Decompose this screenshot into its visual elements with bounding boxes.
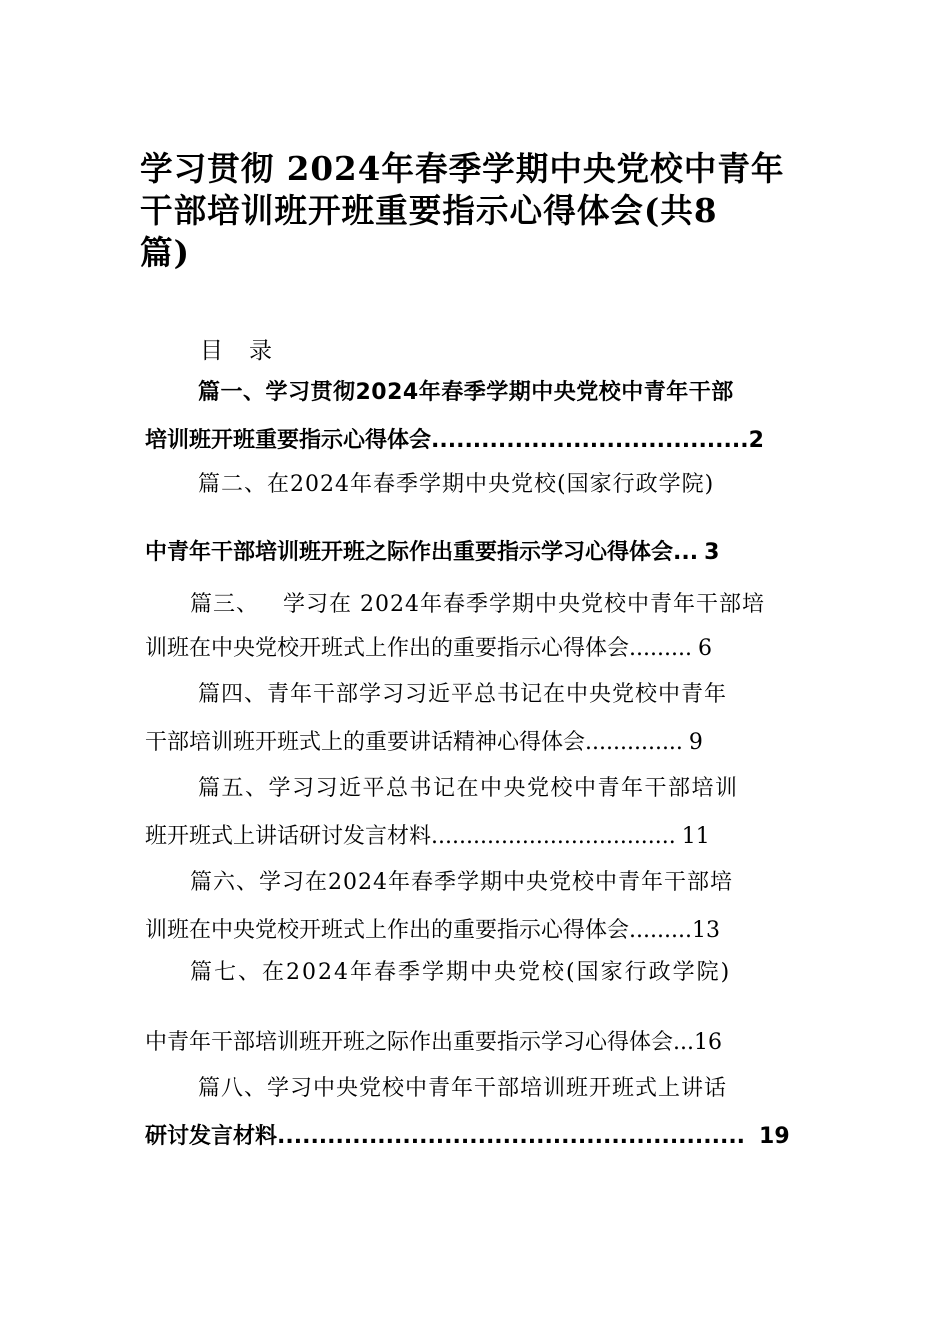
page-number: 3 <box>704 540 720 565</box>
dot-leader: .............. <box>585 730 683 755</box>
toc-entry-5-line-1[interactable]: 篇五、学习习近平总书记在中央党校中青年干部培训 <box>198 776 739 801</box>
toc-entry-title: 训班在中央党校开班式上作出的重要指示心得体会 <box>145 636 630 661</box>
toc-entry-4-line-1[interactable]: 篇四、青年干部学习习近平总书记在中央党校中青年 <box>198 682 728 707</box>
toc-entry-title: 班开班式上讲话研讨发言材料 <box>145 824 432 849</box>
page-number: 16 <box>694 1030 722 1055</box>
toc-entry-1-line-1[interactable]: 篇一、学习贯彻2024年春季学期中央党校中青年干部 <box>198 380 734 405</box>
toc-entry-6-line-1[interactable]: 篇六、学习在2024年春季学期中央党校中青年干部培 <box>190 870 733 895</box>
toc-entry-5-line-2[interactable] <box>145 822 710 852</box>
dot-leader: ........................................................ <box>277 1124 746 1149</box>
dot-leader: ................................... <box>431 824 676 849</box>
page-number: 13 <box>691 918 720 943</box>
document-title <box>140 148 820 274</box>
page-number: 9 <box>688 730 703 755</box>
toc-entry-8-line-2[interactable] <box>145 1122 790 1152</box>
title-line-2: 干部培训班开班重要指示心得体会(共8 <box>140 191 718 230</box>
toc-entry-7-line-2[interactable] <box>145 1028 722 1058</box>
toc-entry-8-line-1[interactable]: 篇八、学习中央党校中青年干部培训班开班式上讲话 <box>198 1076 728 1101</box>
dot-leader: ......... <box>629 636 692 661</box>
toc-entry-2-line-2[interactable] <box>145 538 719 568</box>
page-number: 2 <box>748 428 764 453</box>
title-line-1: 学习贯彻 2024年春季学期中央党校中青年 <box>140 149 785 188</box>
toc-heading: 目录 <box>200 338 298 364</box>
dot-leader: ...................................... <box>431 428 749 453</box>
dot-leader: ... <box>673 1030 694 1055</box>
toc-entry-2-line-1[interactable]: 篇二、在2024年春季学期中央党校(国家行政学院) <box>198 472 715 497</box>
toc-entry-title: 研讨发言材料 <box>145 1124 278 1149</box>
toc-entry-6-line-2[interactable] <box>145 916 720 946</box>
page-number: 19 <box>759 1124 790 1149</box>
toc-entry-title: 中青年干部培训班开班之际作出重要指示学习心得体会 <box>145 540 674 565</box>
toc-entry-3-line-1[interactable]: 篇三、 学习在 2024年春季学期中央党校中青年干部培 <box>190 592 765 617</box>
toc-entry-title: 培训班开班重要指示心得体会 <box>145 428 432 453</box>
page-number: 6 <box>697 636 712 661</box>
toc-entry-title: 训班在中央党校开班式上作出的重要指示心得体会 <box>145 918 630 943</box>
toc-entry-1-line-2[interactable] <box>145 426 764 456</box>
toc-entry-title: 中青年干部培训班开班之际作出重要指示学习心得体会 <box>145 1030 674 1055</box>
dot-leader: ......... <box>629 918 692 943</box>
dot-leader: ... <box>673 540 699 565</box>
toc-entry-title: 干部培训班开班式上的重要讲话精神心得体会 <box>145 730 586 755</box>
title-line-3: 篇) <box>140 233 191 272</box>
toc-entry-3-line-2[interactable] <box>145 634 712 664</box>
toc-entry-4-line-2[interactable] <box>145 728 703 758</box>
page-number: 11 <box>681 824 710 849</box>
toc-entry-7-line-1[interactable]: 篇七、在2024年春季学期中央党校(国家行政学院) <box>190 960 732 985</box>
